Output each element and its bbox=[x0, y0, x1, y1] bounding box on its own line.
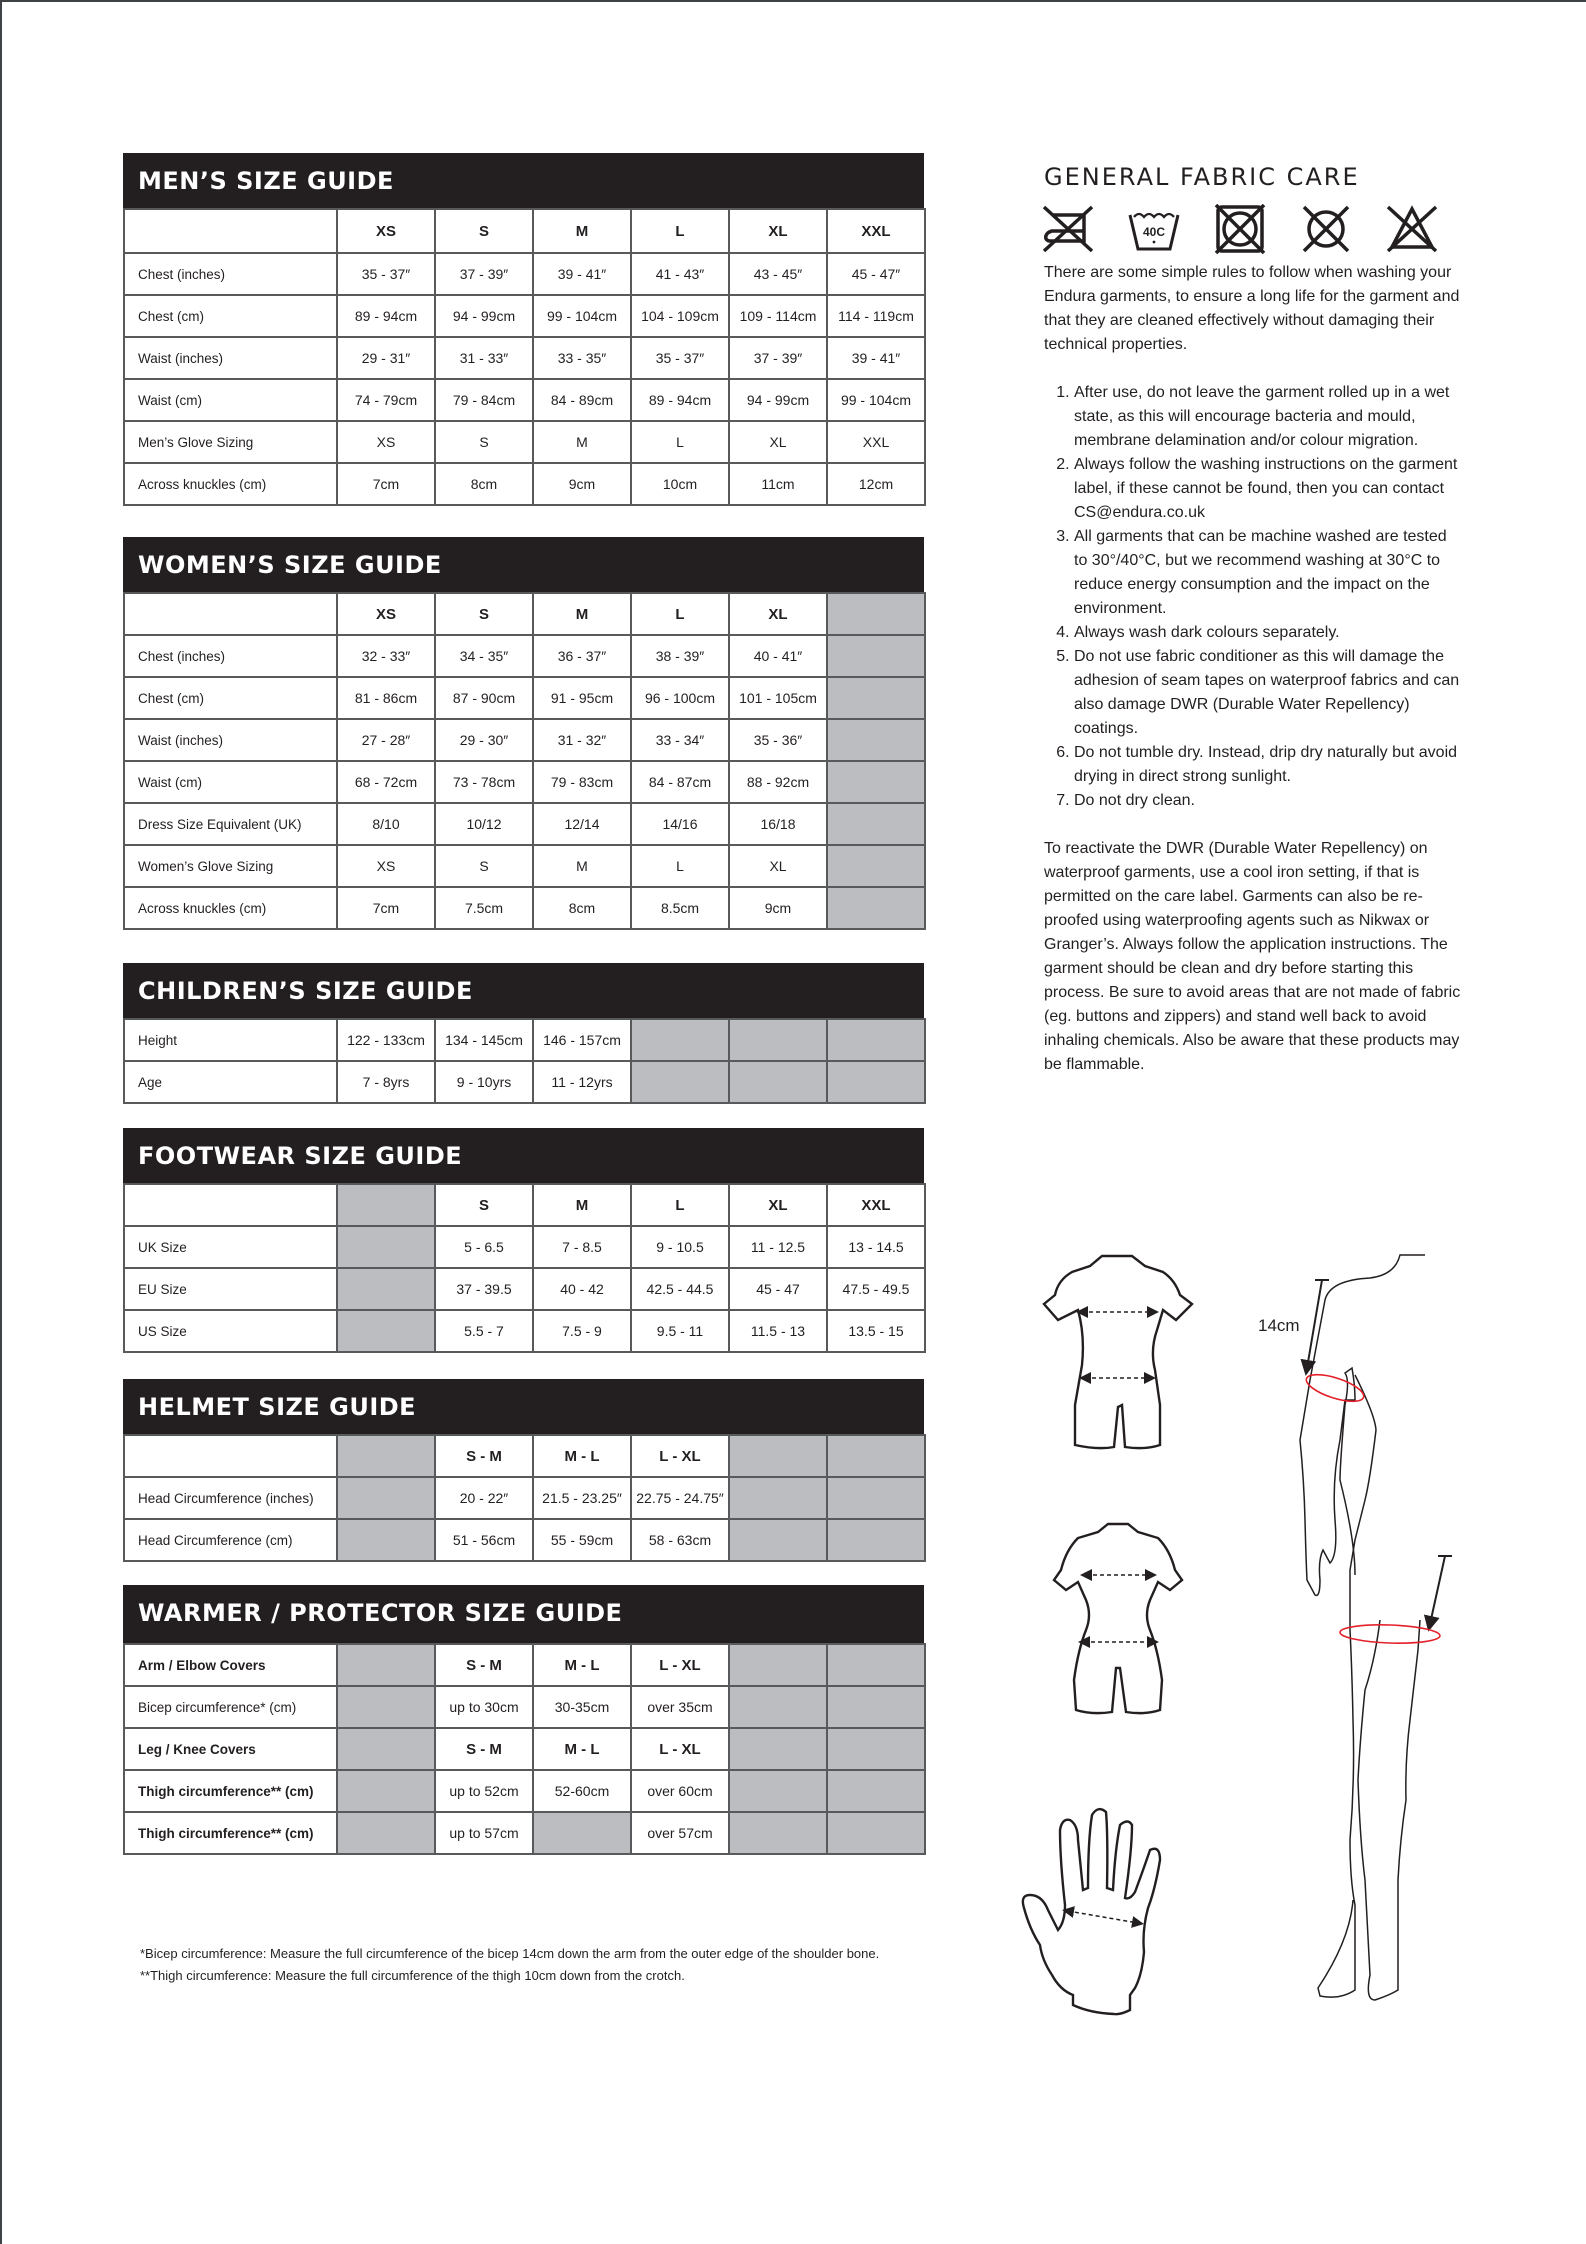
table-cell: 11.5 - 13 bbox=[729, 1310, 827, 1352]
table-cell: 8.5cm bbox=[631, 887, 729, 929]
size-header: XXL bbox=[827, 1184, 925, 1226]
table-row bbox=[124, 1644, 925, 1686]
table-header-row bbox=[124, 1184, 925, 1226]
table-cell: 31 - 33″ bbox=[435, 337, 533, 379]
size-header: XL bbox=[729, 209, 827, 253]
table-cell: 146 - 157cm bbox=[533, 1019, 631, 1061]
table-header-row bbox=[124, 1435, 925, 1477]
corner-cell bbox=[124, 1184, 337, 1226]
mens-size-guide bbox=[123, 153, 924, 506]
empty-cell bbox=[827, 1019, 925, 1061]
table-row bbox=[124, 1728, 925, 1770]
thigh-circumference-marker bbox=[1340, 1623, 1441, 1644]
table-cell: 30-35cm bbox=[533, 1686, 631, 1728]
table-cell: 99 - 104cm bbox=[533, 295, 631, 337]
corner-cell bbox=[124, 593, 337, 635]
dwr-reactivation-text: To reactivate the DWR (Durable Water Repellency) on waterproof garments, use a cool iron setting, if that is permitted on the care label. Garments can also be re-proofed using waterproofing agents such as Nikwax or Granger’s. Always follow the application instructions. The garment should be clean and dry before starting this process. Be sure to avoid areas that are not made of fabric (eg. buttons and zippers) and stand well back to avoid inhaling chemicals. Also be aware that these products may be flammable. bbox=[1044, 840, 1461, 1073]
table-cell: XS bbox=[337, 845, 435, 887]
hand-figure bbox=[1023, 1809, 1160, 2014]
table-cell: 35 - 37″ bbox=[337, 253, 435, 295]
empty-cell bbox=[337, 1435, 435, 1477]
care-rules-list bbox=[1044, 381, 1464, 813]
footnotes bbox=[140, 1943, 879, 1987]
do-not-dry-clean-icon bbox=[1298, 203, 1354, 260]
table-cell: 29 - 31″ bbox=[337, 337, 435, 379]
empty-cell bbox=[827, 845, 925, 887]
table-row bbox=[124, 1310, 925, 1352]
corner-cell bbox=[124, 209, 337, 253]
empty-cell bbox=[827, 1477, 925, 1519]
table-cell: 33 - 34″ bbox=[631, 719, 729, 761]
footwear-size-guide bbox=[123, 1128, 924, 1353]
table-cell: up to 30cm bbox=[435, 1686, 533, 1728]
care-rule: 1. After use, do not leave the garment rolled up in a wet state, as this will encourage bacteria and mould, membrane delamination and/or colour migration. bbox=[1074, 381, 1464, 453]
size-header: M bbox=[533, 209, 631, 253]
row-label: Waist (inches) bbox=[124, 719, 337, 761]
table-cell: S bbox=[435, 845, 533, 887]
table-cell: 35 - 37″ bbox=[631, 337, 729, 379]
table-cell: M bbox=[533, 421, 631, 463]
row-label: Age bbox=[124, 1061, 337, 1103]
row-label: Dress Size Equivalent (UK) bbox=[124, 803, 337, 845]
empty-cell bbox=[337, 1226, 435, 1268]
table-cell: up to 52cm bbox=[435, 1770, 533, 1812]
row-label: Chest (cm) bbox=[124, 295, 337, 337]
size-header: M - L bbox=[533, 1435, 631, 1477]
row-label: Height bbox=[124, 1019, 337, 1061]
knuckle-measure-arrow bbox=[1068, 1911, 1138, 1923]
table-cell: over 35cm bbox=[631, 1686, 729, 1728]
table-row bbox=[124, 1226, 925, 1268]
fabric-care-section bbox=[1044, 163, 1464, 1077]
empty-cell bbox=[827, 761, 925, 803]
table-row bbox=[124, 803, 925, 845]
table-cell: 87 - 90cm bbox=[435, 677, 533, 719]
wash-temp-label: 40C bbox=[1142, 224, 1166, 239]
care-icons bbox=[1040, 201, 1464, 261]
table-row bbox=[124, 1686, 925, 1728]
table-cell: 37 - 39″ bbox=[729, 337, 827, 379]
size-header: S - M bbox=[435, 1644, 533, 1686]
empty-cell bbox=[827, 1435, 925, 1477]
size-header: S bbox=[435, 1184, 533, 1226]
table-row bbox=[124, 463, 925, 505]
empty-cell bbox=[827, 803, 925, 845]
table-cell: XL bbox=[729, 845, 827, 887]
table-cell: 39 - 41″ bbox=[533, 253, 631, 295]
table-cell: 55 - 59cm bbox=[533, 1519, 631, 1561]
table-cell: 11 - 12yrs bbox=[533, 1061, 631, 1103]
table-cell: 45 - 47 bbox=[729, 1268, 827, 1310]
table-cell: 68 - 72cm bbox=[337, 761, 435, 803]
table-cell: M bbox=[533, 845, 631, 887]
table-cell: 5 - 6.5 bbox=[435, 1226, 533, 1268]
size-header: M bbox=[533, 593, 631, 635]
table-cell: 37 - 39″ bbox=[435, 253, 533, 295]
arm-measure-label: 14cm bbox=[1258, 1316, 1300, 1335]
table-cell: 37 - 39.5 bbox=[435, 1268, 533, 1310]
table-cell: 22.75 - 24.75″ bbox=[631, 1477, 729, 1519]
table-cell: 27 - 28″ bbox=[337, 719, 435, 761]
size-header: XS bbox=[337, 593, 435, 635]
size-header: S - M bbox=[435, 1728, 533, 1770]
empty-cell bbox=[337, 1686, 435, 1728]
arm-leg-figure bbox=[1300, 1255, 1425, 2000]
row-label: Across knuckles (cm) bbox=[124, 887, 337, 929]
table-row bbox=[124, 1019, 925, 1061]
male-body-figure bbox=[1044, 1256, 1192, 1448]
do-not-bleach-icon bbox=[1384, 203, 1440, 260]
empty-cell bbox=[533, 1812, 631, 1854]
table-cell: 9cm bbox=[533, 463, 631, 505]
childrens-size-guide bbox=[123, 963, 924, 1104]
row-label: Across knuckles (cm) bbox=[124, 463, 337, 505]
table-cell: 134 - 145cm bbox=[435, 1019, 533, 1061]
empty-cell bbox=[337, 1644, 435, 1686]
table-cell: 51 - 56cm bbox=[435, 1519, 533, 1561]
table-cell: 29 - 30″ bbox=[435, 719, 533, 761]
table-cell: 94 - 99cm bbox=[729, 379, 827, 421]
table-cell: 8cm bbox=[533, 887, 631, 929]
table-row bbox=[124, 761, 925, 803]
table-row bbox=[124, 1519, 925, 1561]
table-cell: up to 57cm bbox=[435, 1812, 533, 1854]
table-header-row bbox=[124, 593, 925, 635]
table-cell: 31 - 32″ bbox=[533, 719, 631, 761]
table-cell: 101 - 105cm bbox=[729, 677, 827, 719]
table-cell: 8cm bbox=[435, 463, 533, 505]
helmet-size-table bbox=[123, 1434, 926, 1562]
footnote-thigh: **Thigh circumference: Measure the full circumference of the thigh 10cm down from the crotch. bbox=[140, 1968, 685, 1983]
table-cell: 84 - 89cm bbox=[533, 379, 631, 421]
thigh-measure-arrow bbox=[1430, 1556, 1445, 1624]
row-label: Thigh circumference** (cm) bbox=[124, 1812, 337, 1854]
empty-cell bbox=[827, 719, 925, 761]
care-rule: 3. All garments that can be machine washed are tested to 30°/40°C, but we recommend washing at 30°C to reduce energy consumption and the impact on the environment. bbox=[1074, 525, 1464, 621]
table-cell: XXL bbox=[827, 421, 925, 463]
bicep-circumference-marker bbox=[1303, 1369, 1366, 1407]
table-cell: 7cm bbox=[337, 463, 435, 505]
footnote-bicep: *Bicep circumference: Measure the full circumference of the bicep 14cm down the arm from the outer edge of the shoulder bone. bbox=[140, 1946, 880, 1961]
table-cell: 45 - 47″ bbox=[827, 253, 925, 295]
table-cell: 11cm bbox=[729, 463, 827, 505]
table-cell: 40 - 41″ bbox=[729, 635, 827, 677]
empty-cell bbox=[827, 887, 925, 929]
table-row bbox=[124, 295, 925, 337]
table-row bbox=[124, 421, 925, 463]
table-cell: 13.5 - 15 bbox=[827, 1310, 925, 1352]
table-row bbox=[124, 337, 925, 379]
table-cell: XL bbox=[729, 421, 827, 463]
size-header: L bbox=[631, 593, 729, 635]
childrens-size-guide-title: CHILDREN’S SIZE GUIDE bbox=[123, 963, 924, 1018]
table-cell: 9cm bbox=[729, 887, 827, 929]
empty-cell bbox=[337, 1477, 435, 1519]
table-cell: 91 - 95cm bbox=[533, 677, 631, 719]
table-cell: over 57cm bbox=[631, 1812, 729, 1854]
table-cell: 9 - 10yrs bbox=[435, 1061, 533, 1103]
empty-cell bbox=[827, 1061, 925, 1103]
table-cell: XS bbox=[337, 421, 435, 463]
table-cell: 21.5 - 23.25″ bbox=[533, 1477, 631, 1519]
table-cell: 94 - 99cm bbox=[435, 295, 533, 337]
page-border bbox=[0, 0, 1586, 2]
size-header: L - XL bbox=[631, 1644, 729, 1686]
measurement-figures bbox=[1020, 1240, 1520, 2040]
helmet-size-guide bbox=[123, 1379, 924, 1562]
footwear-size-guide-title: FOOTWEAR SIZE GUIDE bbox=[123, 1128, 924, 1183]
do-not-tumble-dry-icon bbox=[1212, 203, 1268, 260]
table-header-row bbox=[124, 209, 925, 253]
footwear-size-table bbox=[123, 1183, 926, 1353]
table-row bbox=[124, 379, 925, 421]
table-cell: 79 - 84cm bbox=[435, 379, 533, 421]
childrens-size-table bbox=[123, 1018, 926, 1104]
table-cell: 11 - 12.5 bbox=[729, 1226, 827, 1268]
table-cell: 34 - 35″ bbox=[435, 635, 533, 677]
table-cell: 96 - 100cm bbox=[631, 677, 729, 719]
table-cell: 7.5cm bbox=[435, 887, 533, 929]
table-cell: 13 - 14.5 bbox=[827, 1226, 925, 1268]
empty-cell bbox=[827, 1686, 925, 1728]
wash-40c-icon bbox=[1126, 203, 1182, 260]
table-cell: 32 - 33″ bbox=[337, 635, 435, 677]
table-row bbox=[124, 719, 925, 761]
table-cell: 8/10 bbox=[337, 803, 435, 845]
table-cell: 84 - 87cm bbox=[631, 761, 729, 803]
size-header: L - XL bbox=[631, 1728, 729, 1770]
table-cell: L bbox=[631, 845, 729, 887]
table-cell: 81 - 86cm bbox=[337, 677, 435, 719]
do-not-iron-icon bbox=[1040, 203, 1096, 260]
row-label: UK Size bbox=[124, 1226, 337, 1268]
size-header: L bbox=[631, 1184, 729, 1226]
empty-cell bbox=[631, 1061, 729, 1103]
empty-cell bbox=[337, 1770, 435, 1812]
empty-cell bbox=[729, 1770, 827, 1812]
row-label: Waist (cm) bbox=[124, 379, 337, 421]
row-label: US Size bbox=[124, 1310, 337, 1352]
table-cell: 12cm bbox=[827, 463, 925, 505]
size-header: L bbox=[631, 209, 729, 253]
size-header: S bbox=[435, 209, 533, 253]
table-row bbox=[124, 1061, 925, 1103]
empty-cell bbox=[827, 593, 925, 635]
size-header: XXL bbox=[827, 209, 925, 253]
size-header: S bbox=[435, 593, 533, 635]
table-cell: 40 - 42 bbox=[533, 1268, 631, 1310]
table-cell: 7 - 8.5 bbox=[533, 1226, 631, 1268]
empty-cell bbox=[337, 1184, 435, 1226]
table-cell: 10/12 bbox=[435, 803, 533, 845]
size-header: M bbox=[533, 1184, 631, 1226]
care-rule: 7. Do not dry clean. bbox=[1074, 789, 1464, 813]
table-cell: 5.5 - 7 bbox=[435, 1310, 533, 1352]
size-header: S - M bbox=[435, 1435, 533, 1477]
table-cell: 122 - 133cm bbox=[337, 1019, 435, 1061]
empty-cell bbox=[729, 1519, 827, 1561]
table-row bbox=[124, 253, 925, 295]
table-cell: 114 - 119cm bbox=[827, 295, 925, 337]
womens-size-guide bbox=[123, 537, 924, 930]
table-cell: 42.5 - 44.5 bbox=[631, 1268, 729, 1310]
womens-size-guide-title: WOMEN’S SIZE GUIDE bbox=[123, 537, 924, 592]
empty-cell bbox=[729, 1019, 827, 1061]
empty-cell bbox=[337, 1310, 435, 1352]
empty-cell bbox=[827, 1644, 925, 1686]
table-cell: 10cm bbox=[631, 463, 729, 505]
row-label: Women’s Glove Sizing bbox=[124, 845, 337, 887]
empty-cell bbox=[631, 1019, 729, 1061]
table-row bbox=[124, 887, 925, 929]
table-cell: 38 - 39″ bbox=[631, 635, 729, 677]
care-rule: 6. Do not tumble dry. Instead, drip dry naturally but avoid drying in direct strong sunlight. bbox=[1074, 741, 1464, 789]
warmer-protector-size-guide bbox=[123, 1585, 924, 1855]
empty-cell bbox=[729, 1728, 827, 1770]
mens-size-table bbox=[123, 208, 926, 506]
empty-cell bbox=[729, 1435, 827, 1477]
table-cell: 14/16 bbox=[631, 803, 729, 845]
care-rule: 4. Always wash dark colours separately. bbox=[1074, 621, 1464, 645]
care-rule: 5. Do not use fabric conditioner as this will damage the adhesion of seam tapes on waterproof fabrics and can also damage DWR (Durable Water Repellency) coatings. bbox=[1074, 645, 1464, 741]
female-body-figure bbox=[1054, 1524, 1182, 1713]
empty-cell bbox=[729, 1644, 827, 1686]
womens-size-table bbox=[123, 592, 926, 930]
empty-cell bbox=[827, 1770, 925, 1812]
table-cell: 52-60cm bbox=[533, 1770, 631, 1812]
table-cell: 88 - 92cm bbox=[729, 761, 827, 803]
size-header: M - L bbox=[533, 1728, 631, 1770]
table-cell: over 60cm bbox=[631, 1770, 729, 1812]
empty-cell bbox=[729, 1477, 827, 1519]
table-cell: 7.5 - 9 bbox=[533, 1310, 631, 1352]
empty-cell bbox=[337, 1268, 435, 1310]
table-cell: 7cm bbox=[337, 887, 435, 929]
table-cell: 89 - 94cm bbox=[337, 295, 435, 337]
size-header: XL bbox=[729, 593, 827, 635]
table-cell: 43 - 45″ bbox=[729, 253, 827, 295]
size-header: XL bbox=[729, 1184, 827, 1226]
table-cell: 33 - 35″ bbox=[533, 337, 631, 379]
page-border bbox=[0, 0, 2, 2244]
table-cell: 109 - 114cm bbox=[729, 295, 827, 337]
table-cell: 35 - 36″ bbox=[729, 719, 827, 761]
row-label: Chest (inches) bbox=[124, 635, 337, 677]
empty-cell bbox=[337, 1728, 435, 1770]
corner-cell bbox=[124, 1435, 337, 1477]
row-label: Waist (inches) bbox=[124, 337, 337, 379]
table-cell: 9 - 10.5 bbox=[631, 1226, 729, 1268]
table-cell: 89 - 94cm bbox=[631, 379, 729, 421]
empty-cell bbox=[729, 1812, 827, 1854]
table-cell: 104 - 109cm bbox=[631, 295, 729, 337]
table-row bbox=[124, 677, 925, 719]
table-cell: L bbox=[631, 421, 729, 463]
table-cell: S bbox=[435, 421, 533, 463]
empty-cell bbox=[827, 1728, 925, 1770]
fabric-care-intro: There are some simple rules to follow when washing your Endura garments, to ensure a long life for the garment and that they are cleaned effectively without damaging their technical properties. bbox=[1044, 264, 1460, 353]
row-label: Men’s Glove Sizing bbox=[124, 421, 337, 463]
row-label: Chest (inches) bbox=[124, 253, 337, 295]
empty-cell bbox=[827, 1812, 925, 1854]
empty-cell bbox=[729, 1686, 827, 1728]
table-cell: 47.5 - 49.5 bbox=[827, 1268, 925, 1310]
row-label: Chest (cm) bbox=[124, 677, 337, 719]
table-row bbox=[124, 845, 925, 887]
empty-cell bbox=[729, 1061, 827, 1103]
table-cell: 58 - 63cm bbox=[631, 1519, 729, 1561]
table-cell: 7 - 8yrs bbox=[337, 1061, 435, 1103]
table-cell: 9.5 - 11 bbox=[631, 1310, 729, 1352]
row-label: Head Circumference (inches) bbox=[124, 1477, 337, 1519]
row-label: Head Circumference (cm) bbox=[124, 1519, 337, 1561]
row-label: Thigh circumference** (cm) bbox=[124, 1770, 337, 1812]
table-row bbox=[124, 1268, 925, 1310]
care-rule: 2. Always follow the washing instructions on the garment label, if these cannot be found, then you can contact CS@endura.co.uk bbox=[1074, 453, 1464, 525]
table-cell: 16/18 bbox=[729, 803, 827, 845]
warmer-protector-size-table bbox=[123, 1643, 926, 1855]
size-header: L - XL bbox=[631, 1435, 729, 1477]
table-row bbox=[124, 635, 925, 677]
table-cell: 39 - 41″ bbox=[827, 337, 925, 379]
table-cell: 41 - 43″ bbox=[631, 253, 729, 295]
empty-cell bbox=[827, 1519, 925, 1561]
row-label: Waist (cm) bbox=[124, 761, 337, 803]
empty-cell bbox=[827, 635, 925, 677]
helmet-size-guide-title: HELMET SIZE GUIDE bbox=[123, 1379, 924, 1434]
table-cell: 73 - 78cm bbox=[435, 761, 533, 803]
size-header: XS bbox=[337, 209, 435, 253]
table-cell: 20 - 22″ bbox=[435, 1477, 533, 1519]
table-cell: 74 - 79cm bbox=[337, 379, 435, 421]
mens-size-guide-title: MEN’S SIZE GUIDE bbox=[123, 153, 924, 208]
fabric-care-title: GENERAL FABRIC CARE bbox=[1044, 163, 1360, 191]
empty-cell bbox=[337, 1519, 435, 1561]
table-cell: 12/14 bbox=[533, 803, 631, 845]
table-row bbox=[124, 1770, 925, 1812]
warmer-protector-size-guide-title: WARMER / PROTECTOR SIZE GUIDE bbox=[123, 1585, 924, 1643]
empty-cell bbox=[827, 677, 925, 719]
table-cell: 36 - 37″ bbox=[533, 635, 631, 677]
empty-cell bbox=[337, 1812, 435, 1854]
row-label: EU Size bbox=[124, 1268, 337, 1310]
row-label: Arm / Elbow Covers bbox=[124, 1644, 337, 1686]
size-header: M - L bbox=[533, 1644, 631, 1686]
table-row bbox=[124, 1477, 925, 1519]
table-row bbox=[124, 1812, 925, 1854]
table-cell: 99 - 104cm bbox=[827, 379, 925, 421]
table-cell: 79 - 83cm bbox=[533, 761, 631, 803]
row-label: Bicep circumference* (cm) bbox=[124, 1686, 337, 1728]
row-label: Leg / Knee Covers bbox=[124, 1728, 337, 1770]
